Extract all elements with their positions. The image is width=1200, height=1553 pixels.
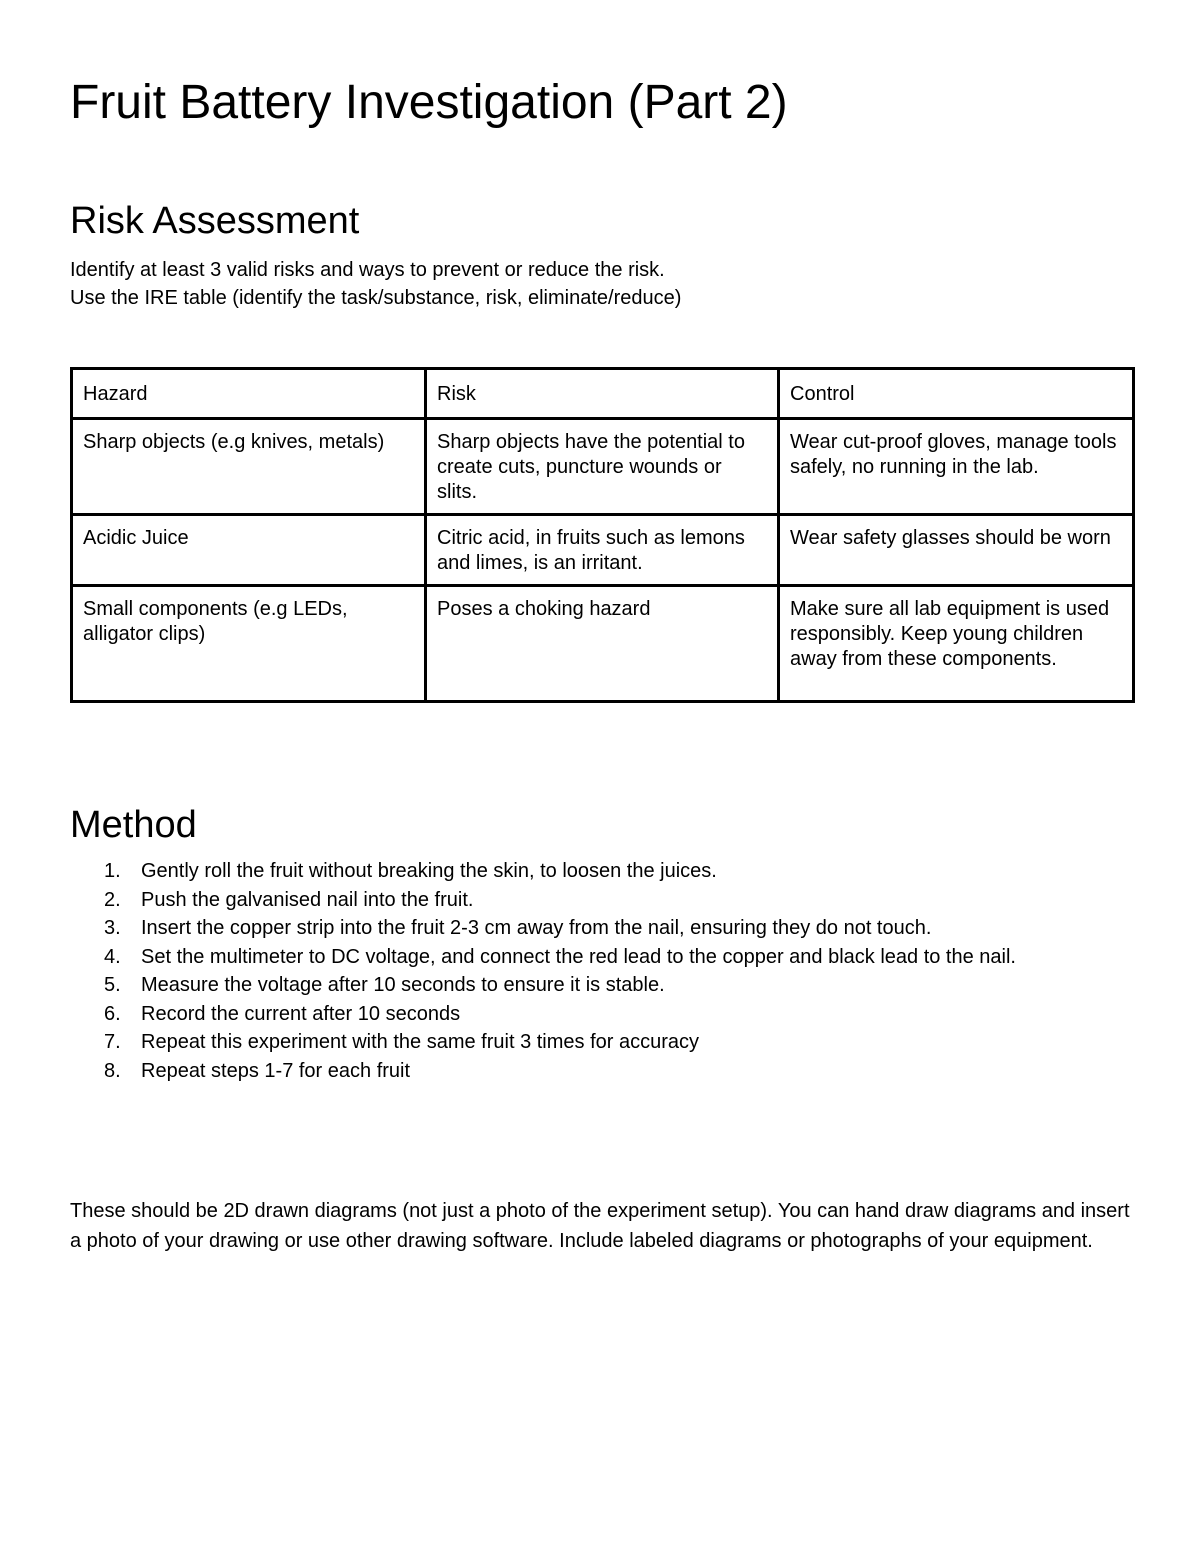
list-item [70,1000,1016,1029]
list-item [70,914,1016,943]
table-row [72,515,1134,586]
ire-table [70,367,1135,703]
step-number: 1. [104,860,121,882]
risk-assessment-heading: Risk Assessment [70,200,360,242]
list-item [70,1057,1016,1086]
table-header-row [72,369,1134,419]
list-item [70,943,1016,972]
step-number: 3. [104,917,121,939]
step-text: Repeat steps 1-7 for each fruit [141,1059,411,1082]
table-row [72,419,1134,515]
list-item [70,857,1016,886]
step-text: Insert the copper strip into the fruit 2-3 cm away from the nail, ensuring they do not touch. [141,917,932,939]
step-text: Record the current after 10 seconds [141,1002,461,1025]
risk-instructions [70,256,681,312]
header-control: Control [779,369,1134,419]
step-number: 8. [104,1059,121,1082]
step-number: 5. [104,974,121,996]
header-risk: Risk [426,369,779,419]
step-number: 4. [104,945,121,968]
risk-cell: Sharp objects have the potential to create cuts, puncture wounds or slits. [426,419,779,515]
list-item [70,886,1016,915]
method-steps-list [70,857,1016,1085]
step-text: Repeat this experiment with the same fruit 3 times for accuracy [141,1031,700,1053]
control-cell: Wear safety glasses should be worn [779,515,1134,586]
step-text: Gently roll the fruit without breaking the skin, to loosen the juices. [141,860,717,882]
method-heading: Method [70,804,197,846]
step-text: Measure the voltage after 10 seconds to ensure it is stable. [141,974,665,996]
header-hazard: Hazard [72,369,426,419]
control-cell: Wear cut-proof gloves, manage tools safely, no running in the lab. [779,419,1134,515]
hazard-cell: Small components (e.g LEDs, alligator clips) [72,586,426,702]
step-text: Push the galvanised nail into the fruit. [141,888,474,911]
list-item [70,971,1016,1000]
hazard-cell: Acidic Juice [72,515,426,586]
diagram-note: These should be 2D drawn diagrams (not just a photo of the experiment setup). You can hand draw diagrams and insert a photo of your drawing or use other drawing software. Include labeled diagrams or photographs of your equipment. [70,1200,1130,1252]
step-number: 6. [104,1002,121,1025]
control-cell: Make sure all lab equipment is used responsibly. Keep young children away from these components. [779,586,1134,702]
hazard-cell: Sharp objects (e.g knives, metals) [72,419,426,515]
risk-cell: Poses a choking hazard [426,586,779,702]
instruction-line: Identify at least 3 valid risks and ways to prevent or reduce the risk. [70,259,665,281]
list-item [70,1028,1016,1057]
table-row [72,586,1134,702]
step-number: 7. [104,1031,121,1053]
instruction-line: Use the IRE table (identify the task/substance, risk, eliminate/reduce) [70,287,682,309]
risk-cell: Citric acid, in fruits such as lemons and limes, is an irritant. [426,515,779,586]
page-title: Fruit Battery Investigation (Part 2) [70,76,788,129]
step-text: Set the multimeter to DC voltage, and connect the red lead to the copper and black lead to the nail. [141,945,1016,968]
step-number: 2. [104,888,121,911]
